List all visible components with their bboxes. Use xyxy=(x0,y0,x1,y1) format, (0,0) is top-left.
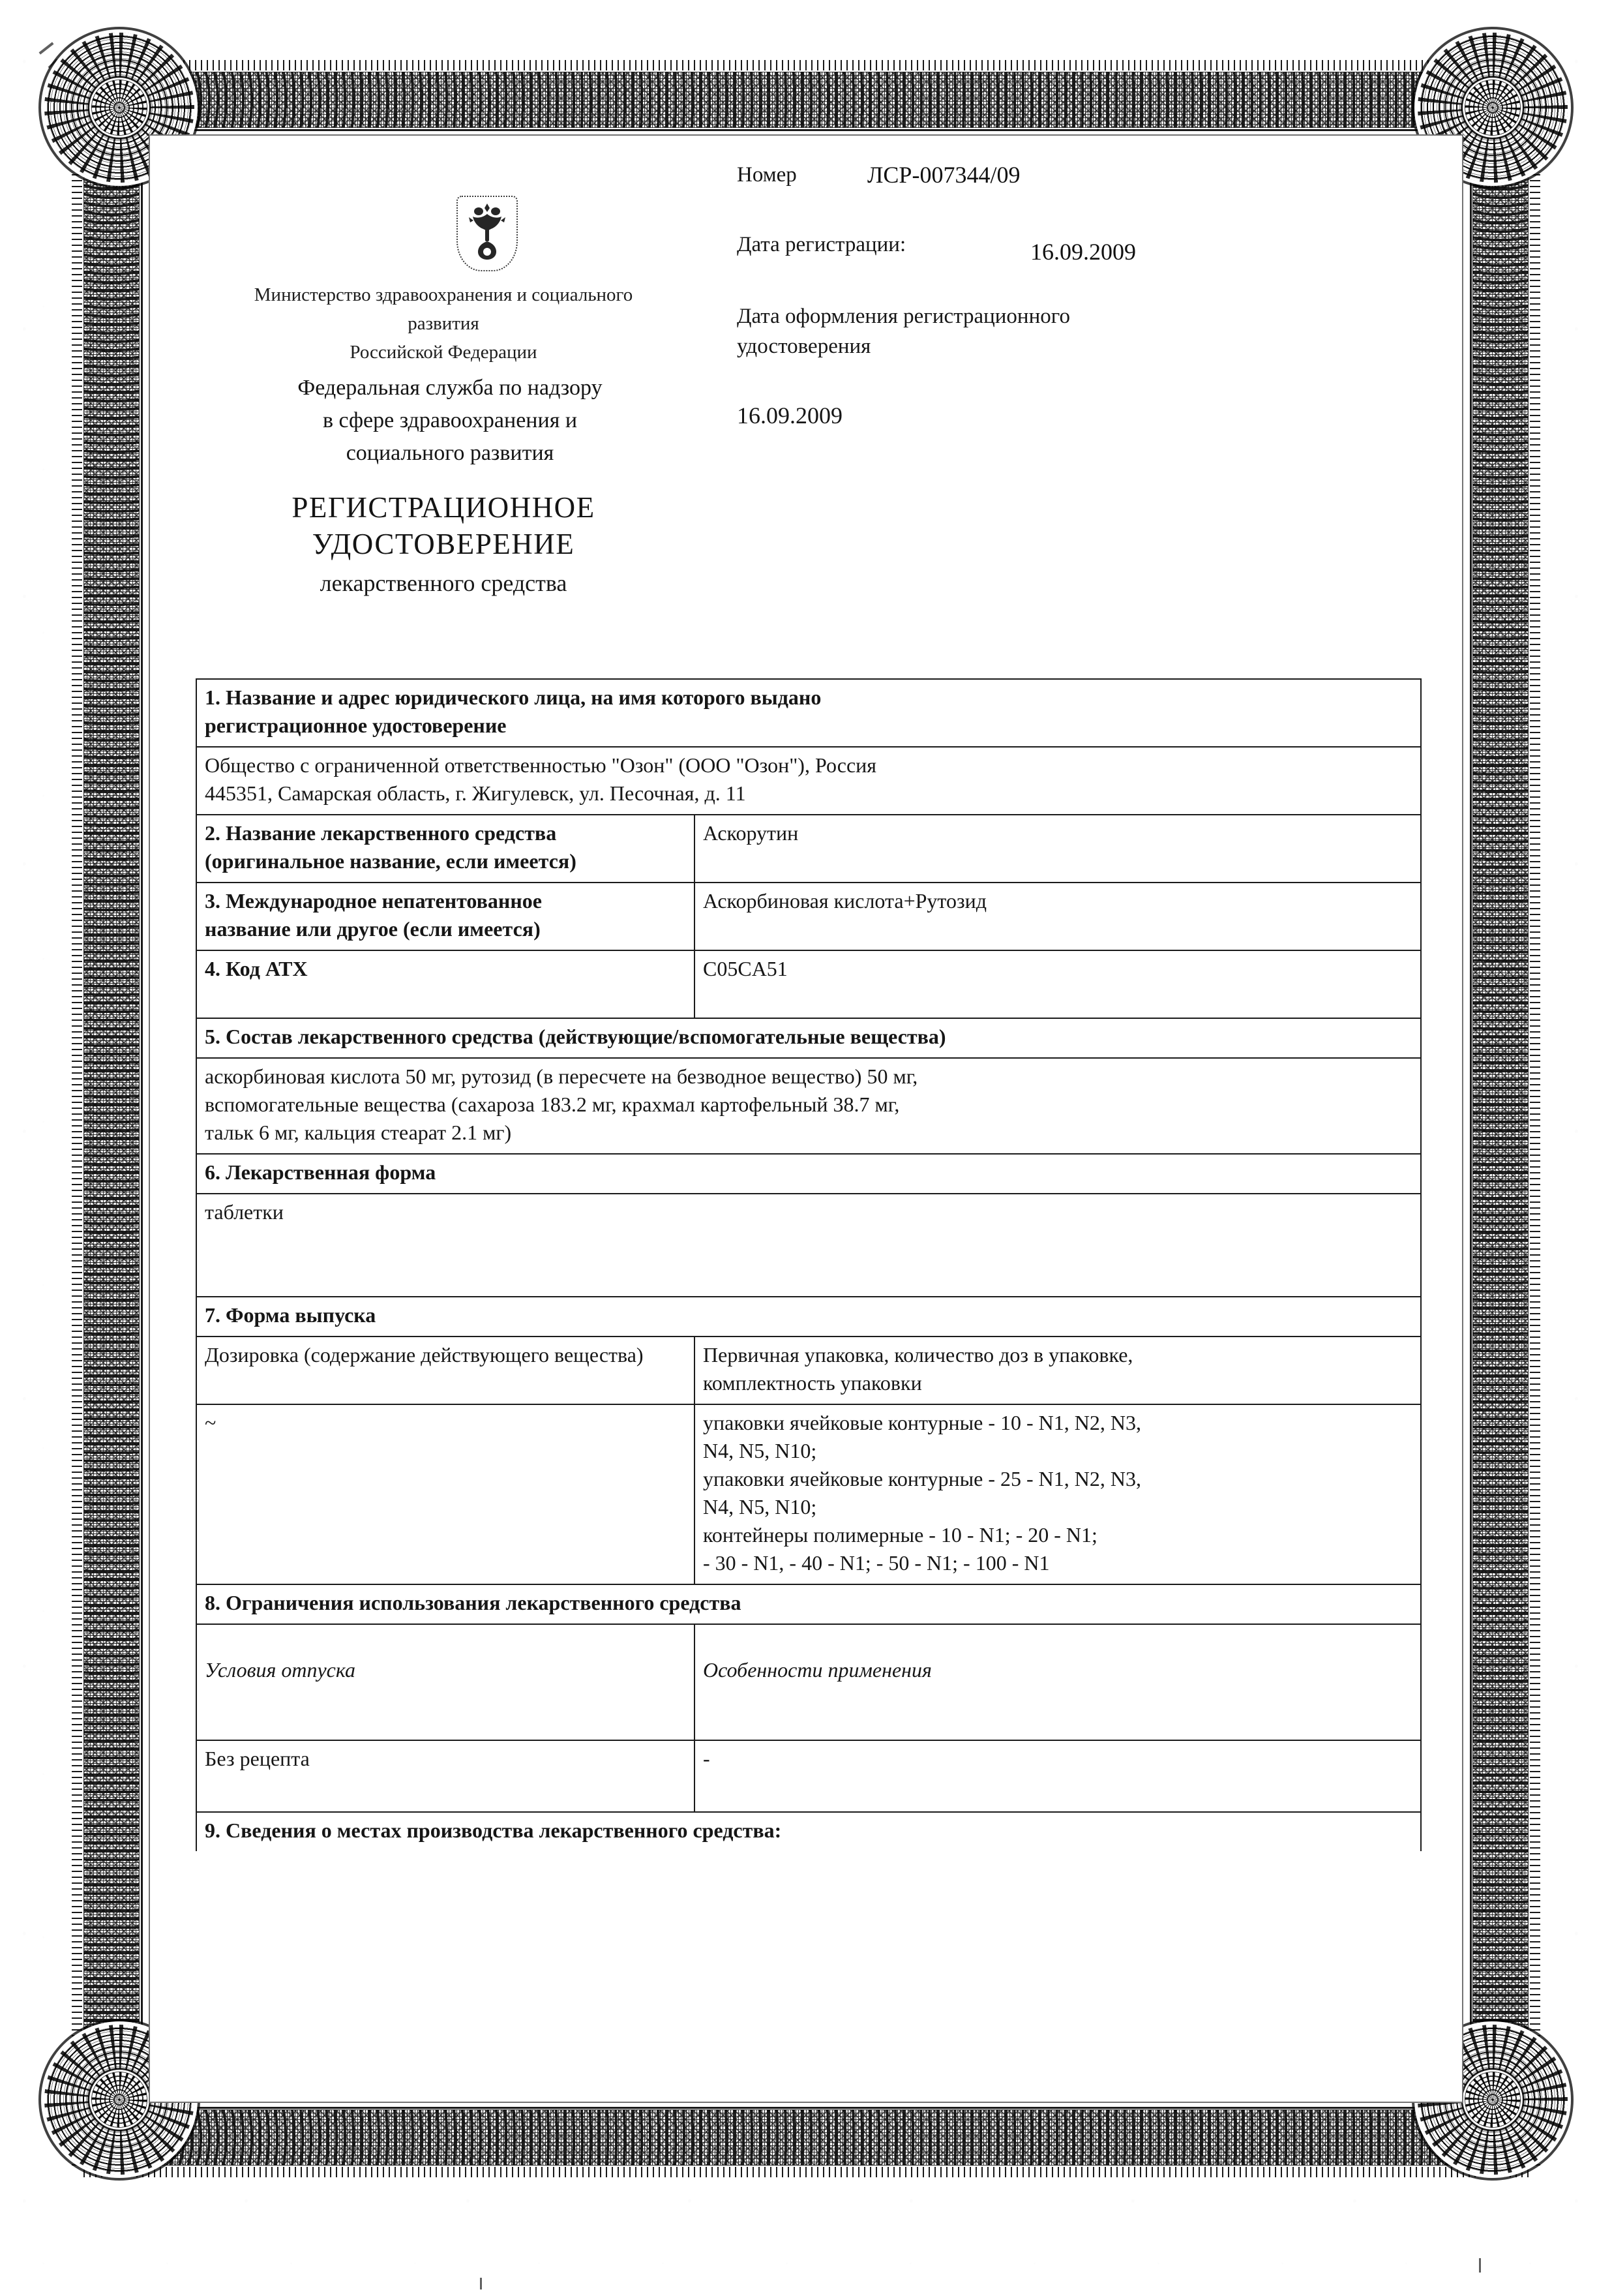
title-line-2: УДОСТОВЕРЕНИЕ xyxy=(312,528,575,560)
table-row-section1-heading xyxy=(196,679,1421,747)
packaging-line: упаковки ячейковые контурные - 10 - N1, N2, N3, xyxy=(703,1411,1141,1434)
section2-value: Аскорутин xyxy=(694,815,1421,883)
section6-value: таблетки xyxy=(196,1194,1421,1297)
scan-artifact xyxy=(1479,2258,1481,2273)
border-band-left xyxy=(83,72,140,2166)
reg-date-value: 16.09.2009 xyxy=(1030,239,1136,265)
section2-heading xyxy=(196,815,694,883)
issue-date-value-row xyxy=(737,402,1415,429)
agency-line-2: в сфере здравоохранения и xyxy=(322,408,578,432)
section7-dosage-value: ~ xyxy=(196,1404,694,1584)
issue-date-label-line-1: Дата оформления регистрационного xyxy=(737,305,1070,328)
border-band-right xyxy=(1472,72,1529,2166)
section7-heading: 7. Форма выпуска xyxy=(196,1297,1421,1337)
section4-heading: 4. Код АТХ xyxy=(196,950,694,1018)
ministry-block xyxy=(196,280,691,367)
section7-col2-header xyxy=(694,1337,1421,1404)
border-band-top xyxy=(83,72,1529,128)
table-row-section7-subtable-header xyxy=(196,1337,1421,1404)
section1-value-line-2: 445351, Самарская область, г. Жигулевск, ул. Песочная, д. 11 xyxy=(205,781,746,805)
reg-date-row xyxy=(737,233,1415,265)
scan-artifact xyxy=(39,42,54,54)
title-subtitle: лекарственного средства xyxy=(320,570,567,596)
section5-value-line-2: вспомогательные вещества (сахароза 183.2 мг, крахмал картофельный 38.7 мг, xyxy=(205,1093,900,1116)
agency-line-1: Федеральная служба по надзору xyxy=(297,376,603,400)
section2-heading-line-1: 2. Название лекарственного средства xyxy=(205,821,557,845)
packaging-line: контейнеры полимерные - 10 - N1; - 20 - N1; xyxy=(703,1523,1097,1547)
ministry-line-1: Министерство здравоохранения и социального xyxy=(254,284,633,305)
section2-heading-line-2: (оригинальное название, если имеется) xyxy=(205,849,576,873)
border-rule-bottom xyxy=(83,2107,1529,2109)
section6-heading: 6. Лекарственная форма xyxy=(196,1154,1421,1194)
section8-col2-value: - xyxy=(694,1740,1421,1812)
border-rule-right xyxy=(1470,72,1472,2166)
section3-heading-line-2: название или другое (если имеется) xyxy=(205,917,541,941)
ministry-line-3: Российской Федерации xyxy=(350,342,537,363)
header-right-block xyxy=(737,163,1415,429)
border-rule-left xyxy=(141,72,143,2166)
reg-date-label: Дата регистрации: xyxy=(737,233,906,256)
border-comb-right xyxy=(1530,72,1540,2166)
ministry-line-2: развития xyxy=(408,313,479,334)
table-row-section6-heading xyxy=(196,1154,1421,1194)
section3-value: Аскорбиновая кислота+Рутозид xyxy=(694,883,1421,950)
issue-date-value: 16.09.2009 xyxy=(737,402,843,429)
table-row-section8-subtable-header xyxy=(196,1624,1421,1740)
section5-value-line-1: аскорбиновая кислота 50 мг, рутозид (в пересчете на безводное вещество) 50 мг, xyxy=(205,1065,918,1088)
section8-col2-header: Особенности применения xyxy=(694,1624,1421,1740)
section4-value: C05CA51 xyxy=(694,950,1421,1018)
table-row-section1-value xyxy=(196,747,1421,815)
certificate-table xyxy=(196,678,1422,1851)
section7-col2-header-line-1: Первичная упаковка, количество доз в упаковке, xyxy=(703,1343,1133,1367)
table-row-section5-value xyxy=(196,1058,1421,1154)
packaging-line: N4, N5, N10; xyxy=(703,1439,817,1462)
packaging-line: - 30 - N1, - 40 - N1; - 50 - N1; - 100 - N1 xyxy=(703,1551,1050,1575)
border-band-bottom xyxy=(83,2109,1529,2166)
table-row-section6-value xyxy=(196,1194,1421,1297)
section1-heading-line-1: 1. Название и адрес юридического лица, на имя которого выдано xyxy=(205,686,822,709)
section5-heading: 5. Состав лекарственного средства (действующие/вспомогательные вещества) xyxy=(196,1018,1421,1058)
border-comb-top xyxy=(83,60,1529,70)
scan-artifact xyxy=(480,2278,482,2289)
table-row-section5-heading xyxy=(196,1018,1421,1058)
section9-heading: 9. Сведения о местах производства лекарственного средства: xyxy=(196,1812,1421,1851)
section8-col1-value: Без рецепта xyxy=(196,1740,694,1812)
table-row-section7-subtable-value xyxy=(196,1404,1421,1584)
table-row-section3 xyxy=(196,883,1421,950)
number-value: ЛСР-007344/09 xyxy=(867,162,1021,188)
section8-heading: 8. Ограничения использования лекарственного средства xyxy=(196,1584,1421,1624)
section7-col2-header-line-2: комплектность упаковки xyxy=(703,1371,922,1395)
certificate-title xyxy=(196,489,691,600)
table-row-section8-subtable-value xyxy=(196,1740,1421,1812)
border-rule-top xyxy=(83,129,1529,131)
section3-heading-line-1: 3. Международное непатентованное xyxy=(205,889,542,913)
section1-heading xyxy=(196,679,1421,747)
section5-value xyxy=(196,1058,1421,1154)
table-row-section7-heading xyxy=(196,1297,1421,1337)
packaging-line: упаковки ячейковые контурные - 25 - N1, N2, N3, xyxy=(703,1467,1141,1490)
title-line-1: РЕГИСТРАЦИОННОЕ xyxy=(291,491,595,524)
section8-col1-header: Условия отпуска xyxy=(196,1624,694,1740)
border-comb-left xyxy=(72,72,82,2166)
section7-col1-header: Дозировка (содержание действующего вещества) xyxy=(196,1337,694,1404)
section1-heading-line-2: регистрационное удостоверение xyxy=(205,714,507,737)
table-row-section8-heading xyxy=(196,1584,1421,1624)
packaging-line: N4, N5, N10; xyxy=(703,1495,817,1518)
section3-heading xyxy=(196,883,694,950)
document-body xyxy=(196,163,1422,2074)
table-row-section4 xyxy=(196,950,1421,1018)
number-row xyxy=(737,163,1415,187)
issue-date-label-line-2: удостоверения xyxy=(737,335,871,358)
agency-block xyxy=(196,372,704,470)
agency-line-3: социального развития xyxy=(346,441,554,465)
russian-coat-of-arms-icon xyxy=(456,196,515,271)
section1-value-line-1: Общество с ограниченной ответственностью "Озон" (ООО "Озон"), Россия xyxy=(205,753,876,777)
section5-value-line-3: тальк 6 мг, кальция стеарат 2.1 мг) xyxy=(205,1121,512,1144)
number-label: Номер xyxy=(737,163,797,187)
section7-packaging-value xyxy=(694,1404,1421,1584)
border-comb-bottom xyxy=(83,2167,1529,2177)
table-row-section2 xyxy=(196,815,1421,883)
section1-value xyxy=(196,747,1421,815)
issue-date-label-row xyxy=(737,301,1415,361)
table-row-section9-heading xyxy=(196,1812,1421,1851)
